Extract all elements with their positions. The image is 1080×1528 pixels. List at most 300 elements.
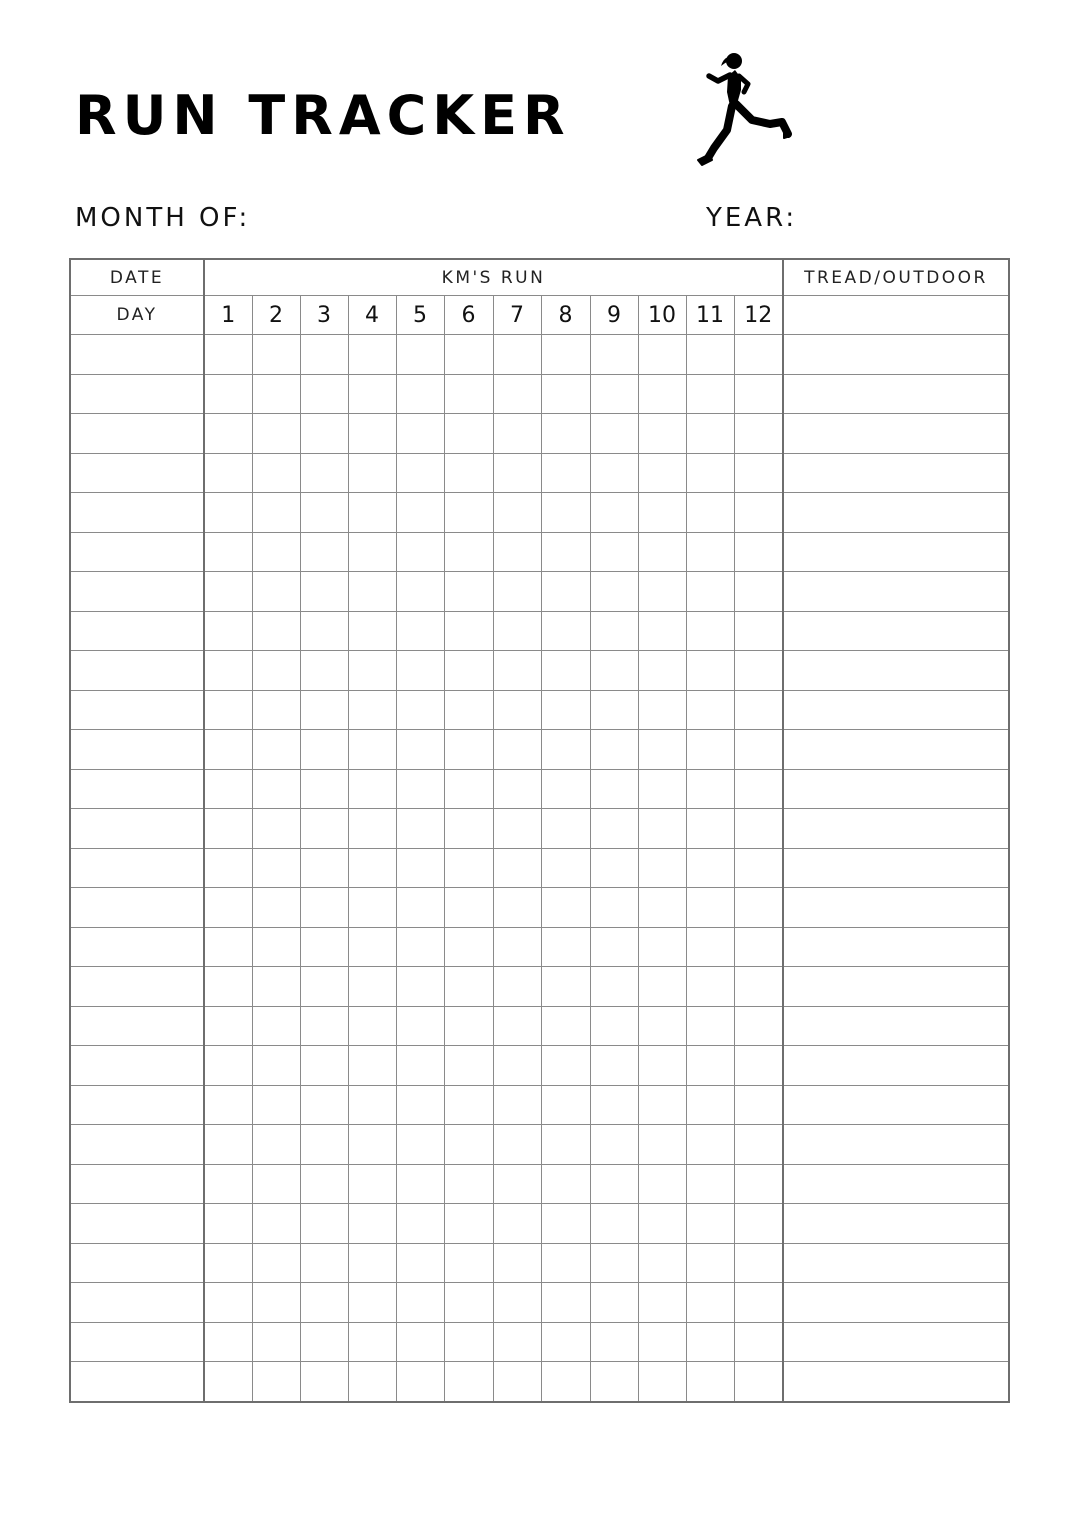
date-cell[interactable] — [70, 611, 204, 651]
km-cell-9[interactable] — [590, 1243, 638, 1283]
km-cell-1[interactable] — [204, 651, 252, 691]
km-cell-6[interactable] — [444, 651, 493, 691]
km-cell-8[interactable] — [541, 967, 590, 1007]
km-cell-5[interactable] — [396, 414, 444, 454]
km-cell-1[interactable] — [204, 1322, 252, 1362]
km-cell-10[interactable] — [638, 848, 686, 888]
km-cell-2[interactable] — [252, 848, 300, 888]
km-cell-4[interactable] — [348, 414, 396, 454]
km-cell-3[interactable] — [300, 1322, 348, 1362]
tread-outdoor-cell[interactable] — [783, 809, 1009, 849]
km-cell-9[interactable] — [590, 335, 638, 375]
km-cell-4[interactable] — [348, 848, 396, 888]
date-cell[interactable] — [70, 374, 204, 414]
km-cell-10[interactable] — [638, 374, 686, 414]
date-cell[interactable] — [70, 1085, 204, 1125]
tread-outdoor-cell[interactable] — [783, 1322, 1009, 1362]
km-cell-1[interactable] — [204, 1362, 252, 1402]
km-cell-5[interactable] — [396, 453, 444, 493]
km-cell-1[interactable] — [204, 1204, 252, 1244]
km-cell-9[interactable] — [590, 611, 638, 651]
km-cell-10[interactable] — [638, 1006, 686, 1046]
km-cell-2[interactable] — [252, 1322, 300, 1362]
tread-outdoor-cell[interactable] — [783, 1085, 1009, 1125]
date-cell[interactable] — [70, 730, 204, 770]
km-cell-9[interactable] — [590, 927, 638, 967]
km-cell-3[interactable] — [300, 1243, 348, 1283]
km-cell-6[interactable] — [444, 1085, 493, 1125]
km-cell-11[interactable] — [686, 1243, 734, 1283]
km-cell-8[interactable] — [541, 374, 590, 414]
km-cell-4[interactable] — [348, 374, 396, 414]
tread-outdoor-cell[interactable] — [783, 414, 1009, 454]
km-cell-3[interactable] — [300, 927, 348, 967]
km-cell-6[interactable] — [444, 769, 493, 809]
date-cell[interactable] — [70, 848, 204, 888]
km-cell-1[interactable] — [204, 611, 252, 651]
km-cell-8[interactable] — [541, 611, 590, 651]
km-cell-2[interactable] — [252, 769, 300, 809]
km-cell-10[interactable] — [638, 809, 686, 849]
km-cell-9[interactable] — [590, 1006, 638, 1046]
km-cell-8[interactable] — [541, 730, 590, 770]
km-cell-12[interactable] — [734, 888, 783, 928]
km-cell-7[interactable] — [493, 690, 541, 730]
km-cell-7[interactable] — [493, 611, 541, 651]
km-cell-12[interactable] — [734, 414, 783, 454]
km-cell-7[interactable] — [493, 651, 541, 691]
km-cell-12[interactable] — [734, 1322, 783, 1362]
km-cell-10[interactable] — [638, 414, 686, 454]
km-cell-10[interactable] — [638, 335, 686, 375]
km-cell-4[interactable] — [348, 769, 396, 809]
tread-outdoor-cell[interactable] — [783, 967, 1009, 1007]
km-cell-11[interactable] — [686, 651, 734, 691]
km-cell-6[interactable] — [444, 572, 493, 612]
tread-outdoor-cell[interactable] — [783, 493, 1009, 533]
date-cell[interactable] — [70, 1125, 204, 1165]
km-cell-6[interactable] — [444, 1322, 493, 1362]
km-cell-4[interactable] — [348, 1125, 396, 1165]
date-cell[interactable] — [70, 809, 204, 849]
km-cell-9[interactable] — [590, 730, 638, 770]
tread-outdoor-cell[interactable] — [783, 1283, 1009, 1323]
km-cell-6[interactable] — [444, 888, 493, 928]
km-cell-10[interactable] — [638, 927, 686, 967]
km-cell-9[interactable] — [590, 769, 638, 809]
km-cell-9[interactable] — [590, 414, 638, 454]
km-cell-2[interactable] — [252, 335, 300, 375]
km-cell-10[interactable] — [638, 1125, 686, 1165]
km-cell-8[interactable] — [541, 651, 590, 691]
km-cell-10[interactable] — [638, 453, 686, 493]
km-cell-7[interactable] — [493, 1283, 541, 1323]
km-cell-10[interactable] — [638, 532, 686, 572]
km-cell-7[interactable] — [493, 1046, 541, 1086]
km-cell-12[interactable] — [734, 572, 783, 612]
km-cell-4[interactable] — [348, 967, 396, 1007]
km-cell-4[interactable] — [348, 651, 396, 691]
km-cell-3[interactable] — [300, 335, 348, 375]
date-cell[interactable] — [70, 453, 204, 493]
km-cell-4[interactable] — [348, 1362, 396, 1402]
tread-outdoor-cell[interactable] — [783, 690, 1009, 730]
km-cell-8[interactable] — [541, 690, 590, 730]
km-cell-8[interactable] — [541, 414, 590, 454]
km-cell-12[interactable] — [734, 335, 783, 375]
km-cell-8[interactable] — [541, 809, 590, 849]
date-cell[interactable] — [70, 1362, 204, 1402]
km-cell-12[interactable] — [734, 809, 783, 849]
km-cell-4[interactable] — [348, 1243, 396, 1283]
km-cell-6[interactable] — [444, 335, 493, 375]
km-cell-7[interactable] — [493, 1204, 541, 1244]
km-cell-10[interactable] — [638, 1085, 686, 1125]
km-cell-5[interactable] — [396, 848, 444, 888]
tread-outdoor-cell[interactable] — [783, 927, 1009, 967]
km-cell-2[interactable] — [252, 1006, 300, 1046]
tread-outdoor-cell[interactable] — [783, 1006, 1009, 1046]
date-cell[interactable] — [70, 1006, 204, 1046]
km-cell-2[interactable] — [252, 493, 300, 533]
km-cell-10[interactable] — [638, 1164, 686, 1204]
km-cell-9[interactable] — [590, 1283, 638, 1323]
km-cell-2[interactable] — [252, 532, 300, 572]
km-cell-9[interactable] — [590, 1085, 638, 1125]
km-cell-3[interactable] — [300, 453, 348, 493]
km-cell-12[interactable] — [734, 1085, 783, 1125]
km-cell-3[interactable] — [300, 374, 348, 414]
km-cell-7[interactable] — [493, 493, 541, 533]
km-cell-1[interactable] — [204, 927, 252, 967]
km-cell-9[interactable] — [590, 532, 638, 572]
tread-outdoor-cell[interactable] — [783, 1204, 1009, 1244]
km-cell-7[interactable] — [493, 374, 541, 414]
km-cell-4[interactable] — [348, 1322, 396, 1362]
km-cell-6[interactable] — [444, 1283, 493, 1323]
km-cell-1[interactable] — [204, 1164, 252, 1204]
km-cell-7[interactable] — [493, 414, 541, 454]
km-cell-10[interactable] — [638, 1283, 686, 1323]
km-cell-4[interactable] — [348, 572, 396, 612]
date-cell[interactable] — [70, 493, 204, 533]
km-cell-9[interactable] — [590, 809, 638, 849]
km-cell-7[interactable] — [493, 809, 541, 849]
km-cell-1[interactable] — [204, 572, 252, 612]
km-cell-1[interactable] — [204, 1085, 252, 1125]
km-cell-12[interactable] — [734, 493, 783, 533]
km-cell-6[interactable] — [444, 967, 493, 1007]
km-cell-11[interactable] — [686, 1085, 734, 1125]
km-cell-11[interactable] — [686, 848, 734, 888]
date-cell[interactable] — [70, 690, 204, 730]
km-cell-11[interactable] — [686, 1125, 734, 1165]
km-cell-4[interactable] — [348, 1204, 396, 1244]
km-cell-5[interactable] — [396, 1204, 444, 1244]
km-cell-5[interactable] — [396, 967, 444, 1007]
km-cell-3[interactable] — [300, 769, 348, 809]
tread-outdoor-cell[interactable] — [783, 572, 1009, 612]
km-cell-1[interactable] — [204, 967, 252, 1007]
km-cell-12[interactable] — [734, 611, 783, 651]
tread-outdoor-cell[interactable] — [783, 532, 1009, 572]
date-cell[interactable] — [70, 1322, 204, 1362]
tread-outdoor-cell[interactable] — [783, 769, 1009, 809]
km-cell-1[interactable] — [204, 848, 252, 888]
km-cell-3[interactable] — [300, 493, 348, 533]
km-cell-8[interactable] — [541, 1006, 590, 1046]
km-cell-5[interactable] — [396, 690, 444, 730]
km-cell-5[interactable] — [396, 927, 444, 967]
km-cell-11[interactable] — [686, 611, 734, 651]
km-cell-7[interactable] — [493, 1164, 541, 1204]
km-cell-10[interactable] — [638, 1322, 686, 1362]
km-cell-2[interactable] — [252, 1085, 300, 1125]
km-cell-10[interactable] — [638, 690, 686, 730]
date-cell[interactable] — [70, 967, 204, 1007]
km-cell-10[interactable] — [638, 572, 686, 612]
km-cell-12[interactable] — [734, 927, 783, 967]
km-cell-9[interactable] — [590, 453, 638, 493]
km-cell-4[interactable] — [348, 1085, 396, 1125]
km-cell-8[interactable] — [541, 1125, 590, 1165]
km-cell-3[interactable] — [300, 1125, 348, 1165]
date-cell[interactable] — [70, 1164, 204, 1204]
km-cell-8[interactable] — [541, 1204, 590, 1244]
km-cell-1[interactable] — [204, 1243, 252, 1283]
km-cell-11[interactable] — [686, 1362, 734, 1402]
km-cell-2[interactable] — [252, 1204, 300, 1244]
km-cell-2[interactable] — [252, 730, 300, 770]
km-cell-4[interactable] — [348, 493, 396, 533]
km-cell-9[interactable] — [590, 1125, 638, 1165]
km-cell-2[interactable] — [252, 809, 300, 849]
km-cell-12[interactable] — [734, 1164, 783, 1204]
km-cell-12[interactable] — [734, 967, 783, 1007]
km-cell-11[interactable] — [686, 927, 734, 967]
km-cell-3[interactable] — [300, 1362, 348, 1402]
km-cell-2[interactable] — [252, 1125, 300, 1165]
km-cell-1[interactable] — [204, 493, 252, 533]
km-cell-12[interactable] — [734, 1204, 783, 1244]
km-cell-7[interactable] — [493, 848, 541, 888]
date-cell[interactable] — [70, 335, 204, 375]
km-cell-11[interactable] — [686, 453, 734, 493]
km-cell-8[interactable] — [541, 888, 590, 928]
km-cell-9[interactable] — [590, 1362, 638, 1402]
km-cell-6[interactable] — [444, 414, 493, 454]
km-cell-5[interactable] — [396, 1243, 444, 1283]
tread-outdoor-cell[interactable] — [783, 848, 1009, 888]
km-cell-1[interactable] — [204, 453, 252, 493]
km-cell-3[interactable] — [300, 532, 348, 572]
km-cell-9[interactable] — [590, 1164, 638, 1204]
km-cell-3[interactable] — [300, 1006, 348, 1046]
km-cell-11[interactable] — [686, 1283, 734, 1323]
km-cell-4[interactable] — [348, 690, 396, 730]
km-cell-2[interactable] — [252, 927, 300, 967]
km-cell-1[interactable] — [204, 335, 252, 375]
km-cell-3[interactable] — [300, 572, 348, 612]
km-cell-1[interactable] — [204, 690, 252, 730]
km-cell-5[interactable] — [396, 888, 444, 928]
km-cell-5[interactable] — [396, 1362, 444, 1402]
km-cell-7[interactable] — [493, 730, 541, 770]
km-cell-1[interactable] — [204, 1283, 252, 1323]
km-cell-5[interactable] — [396, 611, 444, 651]
km-cell-12[interactable] — [734, 651, 783, 691]
km-cell-12[interactable] — [734, 1006, 783, 1046]
km-cell-5[interactable] — [396, 335, 444, 375]
date-cell[interactable] — [70, 532, 204, 572]
km-cell-2[interactable] — [252, 1362, 300, 1402]
km-cell-8[interactable] — [541, 493, 590, 533]
km-cell-9[interactable] — [590, 888, 638, 928]
km-cell-10[interactable] — [638, 967, 686, 1007]
km-cell-6[interactable] — [444, 493, 493, 533]
tread-outdoor-cell[interactable] — [783, 1125, 1009, 1165]
km-cell-1[interactable] — [204, 374, 252, 414]
km-cell-9[interactable] — [590, 374, 638, 414]
km-cell-8[interactable] — [541, 572, 590, 612]
km-cell-12[interactable] — [734, 453, 783, 493]
date-cell[interactable] — [70, 769, 204, 809]
km-cell-1[interactable] — [204, 730, 252, 770]
km-cell-6[interactable] — [444, 1243, 493, 1283]
km-cell-11[interactable] — [686, 532, 734, 572]
km-cell-6[interactable] — [444, 690, 493, 730]
km-cell-11[interactable] — [686, 414, 734, 454]
km-cell-7[interactable] — [493, 967, 541, 1007]
km-cell-4[interactable] — [348, 335, 396, 375]
km-cell-2[interactable] — [252, 967, 300, 1007]
km-cell-2[interactable] — [252, 414, 300, 454]
km-cell-11[interactable] — [686, 1046, 734, 1086]
km-cell-10[interactable] — [638, 769, 686, 809]
km-cell-10[interactable] — [638, 1362, 686, 1402]
km-cell-10[interactable] — [638, 493, 686, 533]
km-cell-7[interactable] — [493, 1125, 541, 1165]
km-cell-12[interactable] — [734, 730, 783, 770]
km-cell-12[interactable] — [734, 374, 783, 414]
km-cell-4[interactable] — [348, 611, 396, 651]
date-cell[interactable] — [70, 927, 204, 967]
km-cell-7[interactable] — [493, 532, 541, 572]
km-cell-7[interactable] — [493, 888, 541, 928]
km-cell-8[interactable] — [541, 769, 590, 809]
km-cell-3[interactable] — [300, 1283, 348, 1323]
km-cell-10[interactable] — [638, 888, 686, 928]
km-cell-5[interactable] — [396, 1164, 444, 1204]
km-cell-11[interactable] — [686, 1164, 734, 1204]
km-cell-5[interactable] — [396, 1322, 444, 1362]
km-cell-11[interactable] — [686, 1006, 734, 1046]
km-cell-10[interactable] — [638, 1243, 686, 1283]
km-cell-6[interactable] — [444, 1006, 493, 1046]
km-cell-2[interactable] — [252, 1283, 300, 1323]
km-cell-3[interactable] — [300, 1046, 348, 1086]
km-cell-8[interactable] — [541, 1243, 590, 1283]
date-cell[interactable] — [70, 651, 204, 691]
km-cell-4[interactable] — [348, 453, 396, 493]
km-cell-6[interactable] — [444, 1164, 493, 1204]
km-cell-11[interactable] — [686, 690, 734, 730]
km-cell-9[interactable] — [590, 967, 638, 1007]
km-cell-5[interactable] — [396, 809, 444, 849]
km-cell-12[interactable] — [734, 769, 783, 809]
km-cell-6[interactable] — [444, 1125, 493, 1165]
km-cell-6[interactable] — [444, 611, 493, 651]
km-cell-12[interactable] — [734, 1125, 783, 1165]
km-cell-4[interactable] — [348, 927, 396, 967]
km-cell-6[interactable] — [444, 453, 493, 493]
km-cell-1[interactable] — [204, 809, 252, 849]
km-cell-9[interactable] — [590, 848, 638, 888]
km-cell-2[interactable] — [252, 1046, 300, 1086]
date-cell[interactable] — [70, 1283, 204, 1323]
km-cell-6[interactable] — [444, 1204, 493, 1244]
km-cell-4[interactable] — [348, 1006, 396, 1046]
km-cell-7[interactable] — [493, 1243, 541, 1283]
km-cell-3[interactable] — [300, 690, 348, 730]
km-cell-11[interactable] — [686, 730, 734, 770]
km-cell-4[interactable] — [348, 1164, 396, 1204]
date-cell[interactable] — [70, 572, 204, 612]
km-cell-10[interactable] — [638, 730, 686, 770]
tread-outdoor-cell[interactable] — [783, 374, 1009, 414]
km-cell-2[interactable] — [252, 453, 300, 493]
km-cell-1[interactable] — [204, 414, 252, 454]
km-cell-6[interactable] — [444, 532, 493, 572]
km-cell-3[interactable] — [300, 1204, 348, 1244]
km-cell-10[interactable] — [638, 651, 686, 691]
km-cell-7[interactable] — [493, 1006, 541, 1046]
km-cell-3[interactable] — [300, 611, 348, 651]
km-cell-4[interactable] — [348, 532, 396, 572]
km-cell-11[interactable] — [686, 809, 734, 849]
km-cell-8[interactable] — [541, 1362, 590, 1402]
km-cell-3[interactable] — [300, 651, 348, 691]
tread-outdoor-cell[interactable] — [783, 611, 1009, 651]
km-cell-11[interactable] — [686, 335, 734, 375]
km-cell-6[interactable] — [444, 374, 493, 414]
km-cell-9[interactable] — [590, 651, 638, 691]
date-cell[interactable] — [70, 1046, 204, 1086]
km-cell-8[interactable] — [541, 532, 590, 572]
tread-outdoor-cell[interactable] — [783, 335, 1009, 375]
km-cell-11[interactable] — [686, 967, 734, 1007]
km-cell-4[interactable] — [348, 1046, 396, 1086]
tread-outdoor-cell[interactable] — [783, 453, 1009, 493]
km-cell-6[interactable] — [444, 1362, 493, 1402]
km-cell-4[interactable] — [348, 888, 396, 928]
km-cell-8[interactable] — [541, 848, 590, 888]
km-cell-11[interactable] — [686, 1322, 734, 1362]
km-cell-10[interactable] — [638, 1046, 686, 1086]
km-cell-2[interactable] — [252, 651, 300, 691]
km-cell-9[interactable] — [590, 572, 638, 612]
km-cell-7[interactable] — [493, 1362, 541, 1402]
km-cell-12[interactable] — [734, 1046, 783, 1086]
km-cell-9[interactable] — [590, 690, 638, 730]
km-cell-3[interactable] — [300, 809, 348, 849]
km-cell-12[interactable] — [734, 1362, 783, 1402]
km-cell-12[interactable] — [734, 848, 783, 888]
tread-outdoor-cell[interactable] — [783, 1046, 1009, 1086]
km-cell-7[interactable] — [493, 453, 541, 493]
km-cell-1[interactable] — [204, 1125, 252, 1165]
km-cell-7[interactable] — [493, 335, 541, 375]
